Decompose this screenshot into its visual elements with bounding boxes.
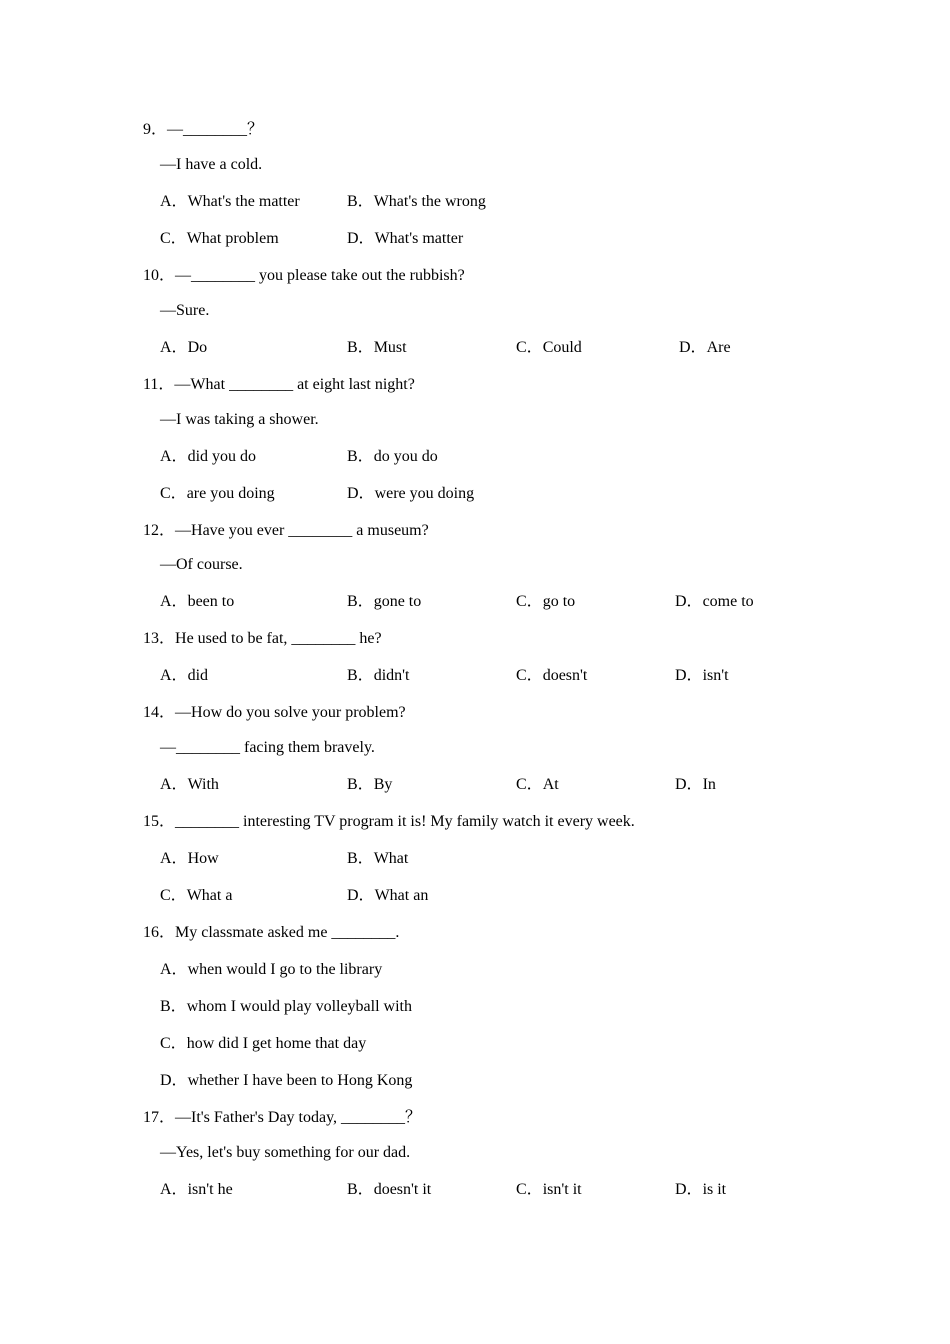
option-d [679, 338, 731, 358]
question-stem [143, 521, 429, 541]
option-text: come to [702, 593, 754, 610]
option-letter: B． [160, 998, 187, 1015]
question-text: —________ you please take out the rubbish? [175, 267, 465, 284]
option-text: whether I have been to Hong Kong [187, 1072, 413, 1089]
dialogue-reply: —I was taking a shower. [160, 411, 319, 428]
question-number: 12． [143, 522, 176, 539]
option-c [516, 338, 582, 358]
option-b [347, 666, 409, 686]
option-a [160, 592, 234, 612]
question-text: My classmate asked me ________. [175, 924, 400, 941]
option-letter: C． [516, 776, 543, 793]
option-text: did you do [187, 448, 257, 465]
question-text: —________？ [167, 121, 264, 138]
option-text: What's the wrong [373, 193, 486, 210]
option-text: In [702, 776, 716, 793]
option-text: is it [702, 1181, 727, 1198]
option-d [160, 1071, 412, 1091]
question-text: —It's Father's Day today, ________？ [175, 1109, 422, 1126]
option-letter: D． [347, 485, 375, 502]
option-text: Could [542, 339, 582, 356]
question-number: 9． [143, 121, 168, 138]
option-letter: A． [160, 850, 188, 867]
option-letter: A． [160, 1181, 188, 1198]
question-number: 16． [143, 924, 176, 941]
option-letter: B． [347, 193, 374, 210]
option-text: How [187, 850, 219, 867]
question-stem [143, 375, 415, 395]
option-c [160, 229, 279, 249]
option-a [160, 775, 219, 795]
option-text: didn't [373, 667, 410, 684]
option-text: whom I would play volleyball with [186, 998, 412, 1015]
option-a [160, 447, 256, 467]
option-a [160, 960, 382, 980]
option-text: how did I get home that day [186, 1035, 367, 1052]
option-b [160, 997, 412, 1017]
option-text: What an [374, 887, 429, 904]
option-d [347, 229, 463, 249]
question-number: 10． [143, 267, 176, 284]
dialogue-reply: —Of course. [160, 556, 243, 573]
option-letter: D． [675, 667, 703, 684]
option-d [675, 666, 729, 686]
option-text: With [187, 776, 219, 793]
option-text: At [542, 776, 559, 793]
option-letter: A． [160, 961, 188, 978]
option-d [675, 775, 716, 795]
option-text: What's matter [374, 230, 464, 247]
option-d [675, 1180, 726, 1200]
option-letter: D． [675, 593, 703, 610]
option-a [160, 192, 300, 212]
option-letter: C． [160, 230, 187, 247]
option-b [347, 849, 408, 869]
option-b [347, 192, 486, 212]
option-letter: B． [347, 339, 374, 356]
option-text: when would I go to the library [187, 961, 383, 978]
question-text: ________ interesting TV program it is! My family watch it every week. [175, 813, 635, 830]
option-letter: C． [516, 1181, 543, 1198]
question-number: 11． [143, 376, 175, 393]
option-a [160, 849, 219, 869]
option-letter: A． [160, 667, 188, 684]
option-letter: D． [679, 339, 707, 356]
option-letter: D． [347, 230, 375, 247]
option-letter: C． [516, 667, 543, 684]
option-text: did [187, 667, 209, 684]
question-stem [143, 629, 382, 649]
option-b [347, 447, 438, 467]
option-letter: A． [160, 339, 188, 356]
option-letter: D． [347, 887, 375, 904]
option-letter: A． [160, 776, 188, 793]
question-text: He used to be fat, ________ he? [175, 630, 382, 647]
option-letter: A． [160, 593, 188, 610]
option-text: gone to [373, 593, 422, 610]
dialogue-reply: —Sure. [160, 302, 210, 319]
option-b [347, 592, 421, 612]
option-c [160, 886, 232, 906]
option-text: What a [186, 887, 233, 904]
option-text: isn't it [542, 1181, 582, 1198]
question-number: 15． [143, 813, 176, 830]
option-text: doesn't [542, 667, 588, 684]
option-d [675, 592, 754, 612]
option-text: isn't he [187, 1181, 233, 1198]
option-c [516, 592, 575, 612]
question-number: 17． [143, 1109, 176, 1126]
question-text: —What ________ at eight last night? [174, 376, 415, 393]
option-letter: B． [347, 593, 374, 610]
dialogue-reply: —I have a cold. [160, 156, 263, 173]
option-letter: D． [675, 776, 703, 793]
option-c [160, 484, 275, 504]
question-stem [143, 120, 263, 140]
option-text: doesn't it [373, 1181, 432, 1198]
option-letter: C． [160, 485, 187, 502]
option-text: are you doing [186, 485, 275, 502]
option-letter: C． [160, 887, 187, 904]
option-letter: B． [347, 776, 374, 793]
option-c [516, 775, 559, 795]
option-letter: B． [347, 1181, 374, 1198]
option-text: isn't [702, 667, 729, 684]
option-letter: D． [160, 1072, 188, 1089]
option-letter: C． [516, 593, 543, 610]
option-c [516, 666, 587, 686]
option-c [516, 1180, 582, 1200]
option-text: What's the matter [187, 193, 300, 210]
option-text: Do [187, 339, 208, 356]
option-text: do you do [373, 448, 438, 465]
option-a [160, 338, 207, 358]
option-b [347, 775, 392, 795]
dialogue-reply: —Yes, let's buy something for our dad. [160, 1144, 411, 1161]
option-letter: A． [160, 193, 188, 210]
dialogue-reply: —________ facing them bravely. [160, 739, 375, 756]
question-stem [143, 812, 635, 832]
option-letter: C． [516, 339, 543, 356]
option-text: What problem [186, 230, 279, 247]
option-letter: A． [160, 448, 188, 465]
option-d [347, 886, 428, 906]
question-stem [143, 703, 406, 723]
option-c [160, 1034, 366, 1054]
question-text: —How do you solve your problem? [175, 704, 406, 721]
option-letter: C． [160, 1035, 187, 1052]
option-a [160, 1180, 233, 1200]
question-text: —Have you ever ________ a museum? [175, 522, 429, 539]
option-text: Must [373, 339, 407, 356]
option-text: were you doing [374, 485, 475, 502]
option-text: Are [706, 339, 731, 356]
option-text: What [373, 850, 409, 867]
question-number: 14． [143, 704, 176, 721]
option-a [160, 666, 208, 686]
question-stem [143, 266, 465, 286]
question-stem [143, 1108, 421, 1128]
option-letter: B． [347, 850, 374, 867]
option-text: go to [542, 593, 576, 610]
option-d [347, 484, 474, 504]
question-number: 13． [143, 630, 176, 647]
option-letter: B． [347, 667, 374, 684]
option-text: By [373, 776, 393, 793]
question-stem [143, 923, 399, 943]
option-b [347, 338, 407, 358]
option-b [347, 1180, 431, 1200]
option-letter: D． [675, 1181, 703, 1198]
option-letter: B． [347, 448, 374, 465]
option-text: been to [187, 593, 235, 610]
